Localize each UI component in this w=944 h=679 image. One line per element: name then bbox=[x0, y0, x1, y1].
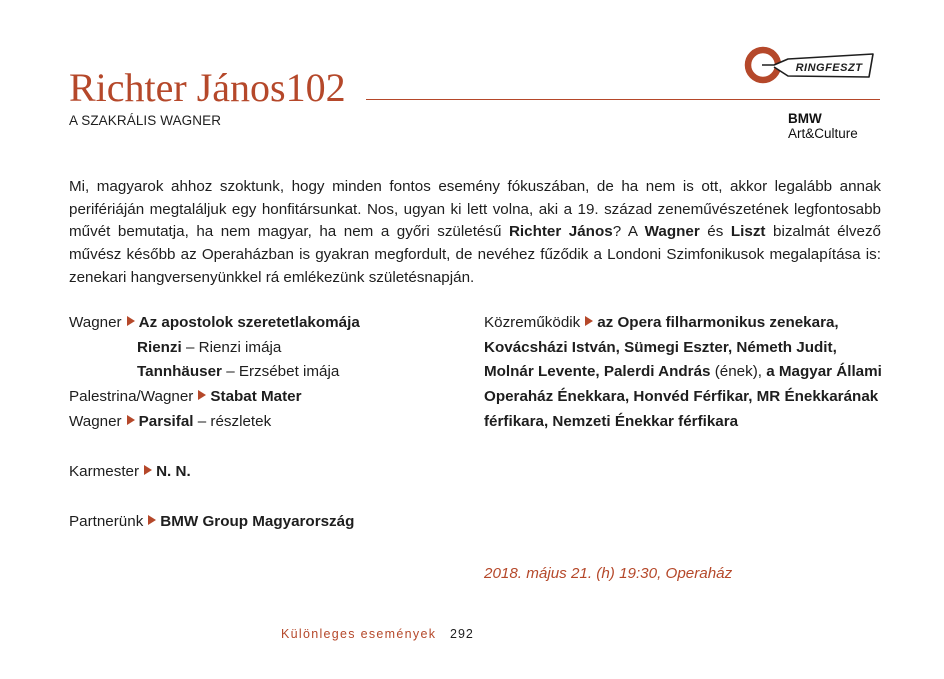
triangle-icon bbox=[585, 316, 593, 326]
work-title: Rienzi bbox=[137, 339, 182, 356]
intro-bold-richter: Richter János bbox=[508, 223, 613, 241]
performers-row bbox=[484, 412, 738, 432]
conductor-label: Karmester bbox=[69, 463, 140, 480]
intro-text: ? A bbox=[612, 223, 645, 241]
program-row bbox=[69, 412, 271, 432]
program-row bbox=[137, 362, 339, 382]
work-title: Parsifal bbox=[138, 413, 194, 430]
triangle-icon bbox=[127, 316, 135, 326]
partner-label: Partnerünk bbox=[69, 513, 144, 530]
conductor-name: N. N. bbox=[156, 463, 191, 480]
program-row bbox=[137, 338, 281, 358]
triangle-icon bbox=[148, 515, 156, 525]
title-divider bbox=[366, 99, 880, 100]
bmw-logo-line1: BMW bbox=[788, 111, 822, 126]
conductor-row bbox=[69, 462, 191, 482]
intro-bold-wagner: Wagner bbox=[644, 223, 700, 241]
performers-text: az Opera filharmonikus zenekara, bbox=[597, 314, 839, 331]
footer-section-title: Különleges események bbox=[281, 627, 437, 641]
intro-text: Mi, magyarok ahhoz szoktunk, hogy minden fontos esemény fókuszában, de ha nem is ott, akkor legalább annak perifériáján megtaláljuk egy honfitársunkat. Nos, ugyan ki lett volna, aki a 19. század zeneművészetének legfontosabb művét bemutatja, ha nem magyar, ha nem a győri születésű bbox=[69, 178, 881, 241]
work-title: Tannhäuser bbox=[137, 363, 222, 380]
performers-text: Molnár Levente, Palerdi András bbox=[484, 363, 711, 380]
performers-text: a Magyar Állami bbox=[766, 363, 882, 380]
performers-role: (ének), bbox=[710, 363, 767, 380]
performers-row bbox=[484, 338, 837, 358]
page-number: 292 bbox=[450, 627, 474, 641]
intro-text: bizalmát élvező művész később az Operaházban is gyakran megfordult, de nevéhez fűződik a Londoni Szimfonikusok megalapítása is: zenekari hangversenyünkkel rá emlékezünk születésnapján. bbox=[69, 223, 881, 286]
composer-name: Wagner bbox=[69, 314, 122, 331]
work-detail: – Erzsébet imája bbox=[221, 363, 340, 380]
performers-row bbox=[484, 313, 839, 333]
performers-row bbox=[484, 362, 882, 382]
partner-name: BMW Group Magyarország bbox=[160, 513, 355, 530]
triangle-icon bbox=[198, 390, 206, 400]
intro-bold-liszt: Liszt bbox=[730, 223, 766, 241]
intro-paragraph bbox=[69, 176, 881, 290]
bmw-art-culture-logo bbox=[788, 111, 898, 141]
work-detail: – Rienzi imája bbox=[181, 339, 282, 356]
bmw-logo-line2: Art&Culture bbox=[788, 126, 858, 141]
partner-row bbox=[69, 512, 354, 532]
performers-row bbox=[484, 387, 878, 407]
work-detail: – részletek bbox=[193, 413, 272, 430]
performers-text: férfikara, Nemzeti Énekkar férfikara bbox=[484, 413, 739, 430]
performers-text: Kovácsházi István, Sümegi Eszter, Németh Judit, bbox=[484, 339, 837, 356]
work-title: Az apostolok szeretetlakomája bbox=[138, 314, 360, 331]
performers-label: Közreműködik bbox=[484, 314, 581, 331]
ringfeszt-logo-text: RINGFESZT bbox=[795, 62, 863, 74]
program-row bbox=[69, 313, 360, 333]
composer-name: Palestrina/Wagner bbox=[69, 388, 194, 405]
page-subtitle: A SZAKRÁLIS WAGNER bbox=[69, 113, 222, 128]
performers-text: Operaház Énekkara, Honvéd Férfikar, MR Énekkarának bbox=[484, 388, 879, 405]
triangle-icon bbox=[127, 415, 135, 425]
program-row bbox=[69, 387, 302, 407]
page-title: Richter János102 bbox=[69, 65, 346, 110]
ringfeszt-logo bbox=[743, 44, 880, 87]
work-title: Stabat Mater bbox=[210, 388, 302, 405]
composer-name: Wagner bbox=[69, 413, 122, 430]
intro-text: és bbox=[699, 223, 731, 241]
triangle-icon bbox=[144, 465, 152, 475]
event-date: 2018. május 21. (h) 19:30, Operaház bbox=[484, 565, 733, 582]
